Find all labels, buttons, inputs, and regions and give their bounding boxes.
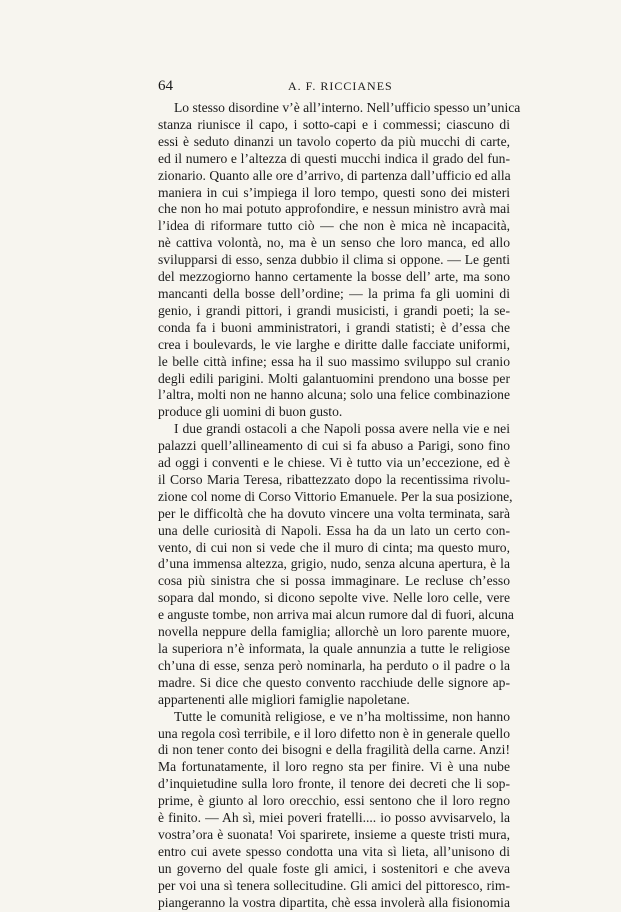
text-line: conda fa i buoni amministratori, i grandi statisti; è d’essa che [158,319,510,335]
page-header [158,77,498,95]
text-line: per le difficoltà che ha dovuto vincere una volta terminata, sarà [158,505,510,521]
running-head: A. F. RICCIANES [288,79,393,93]
text-line: madre. Si dice che questo convento racchiude delle signore ap- [158,674,510,690]
page-number: 64 [158,78,173,94]
text-line: Ma fortunatamente, il loro regno sta per finire. Vi è una nube [158,759,510,775]
text-line: zione col nome di Corso Vittorio Emanuele. Per la sua posizione, [158,488,513,504]
text-line: appartenenti alle migliori famiglie napoletane. [158,691,410,707]
text-line: d’inquietudine sulla loro fronte, il tenore dei decreti che li sop- [158,776,510,792]
text-line: una delle curiosità di Napoli. Essa ha da un lato un certo con- [158,522,510,538]
text-line: vostra’ora è suonata! Voi sparirete, insieme a queste tristi mura, [158,826,510,842]
text-line: zionario. Quanto alle ore d’arrivo, di partenza dall’ufficio ed alla [158,167,511,183]
text-line: un governo del quale foste gli amici, i sostenitori e che aveva [158,860,510,876]
text-line: Tutte le comunità religiose, e ve n’ha moltissime, non hanno [174,708,510,724]
text-line: sopara dal mondo, si dicono sepolte vive. Nelle loro celle, vere [158,590,510,606]
text-line: novella neppure della famiglia; allorchè un loro parente muore, [158,624,510,640]
text-line: palazzi quell’allineamento di cui si fa abuso a Parigi, sono fino [158,438,510,454]
text-line: nè cattiva volontà, no, ma è un senso che loro manca, ed allo [158,235,510,251]
text-line: d’una immensa altezza, grigio, nudo, senza alcuna apertura, è la [158,556,510,572]
text-line: del mezzogiorno hanno certamente la bosse dell’ arte, ma sono [158,269,510,285]
text-line: entro cui avete spesso condotta una vita sì lieta, all’unisono di [158,843,510,859]
text-line: l’idea di riformare tutto ciò — che non è mica nè incapacità, [158,218,510,234]
text-line: vento, di cui non si vede che il muro di cinta; ma questo muro, [158,539,510,555]
text-line: ad oggi i conventi e le chiese. Vi è tutto via un’eccezione, ed è [158,455,510,471]
text-line: svilupparsi di esso, senza dubbio il clima si oppone. — Le genti [158,252,510,268]
text-line: cosa più sinistra che si possa immaginare. Le recluse ch’esso [158,573,510,589]
text-line: prime, è giunto al loro orecchio, essi sentono che il loro regno [158,793,510,809]
text-line: essi è seduto dinanzi un tavolo coperto da più mucchi di carte, [158,133,510,149]
text-line: ch’una di esse, senza però nominarla, ha perduto o il padre o la [158,657,510,673]
text-line: degli edili parigini. Molti galantuomini prendono una bosse per [158,370,510,386]
text-line: genio, i grandi pittori, i grandi musicisti, i grandi poeti; la se- [158,302,510,318]
text-line: Lo stesso disordine v’è all’interno. Nell’ufficio spesso un’unica [174,100,521,115]
text-line: crea i boulevards, le vie larghe e diritte dalle facciate uniformi, [158,336,510,352]
text-line: che non ho mai potuto approfondire, e nessun ministro avrà mai [158,201,510,217]
text-line: I due grandi ostacoli a che Napoli possa avere nella vie e nei [174,421,510,437]
text-line: la superiora n’è informata, la quale annunzia a tutte le religiose [158,641,510,656]
text-line: piangeranno la vostra dipartita, chè essa involerà alla fisionomia [158,894,510,910]
text-line: il Corso Maria Teresa, ribattezzato dopo la recentissima rivolu- [158,471,510,487]
text-line: le belle città infine; essa ha il suo massimo sviluppo sul cranio [158,353,510,369]
text-line: e anguste tombe, non arriva mai alcun rumore dal di fuori, alcuna [158,607,514,623]
text-line: maniera in cui s’impiega il loro tempo, questi sono dei misteri [158,184,510,200]
text-line: una regola così terribile, e il loro difetto non è in generale quello [158,725,510,741]
body-text [158,100,521,912]
text-line: mancanti della bosse dell’ordine; — la prima fa gli uomini di [158,285,510,301]
text-line: l’altra, molti non ne hanno alcuna; solo una felice combinazione [158,387,510,403]
text-line: è finito. — Ah sì, miei poveri fratelli.... io posso avvisarvelo, la [158,810,510,826]
text-line: ed il numero e l’altezza di questi mucchi indica il grado del fun- [158,150,510,166]
text-line: di non tener conto dei bisogni e della fragilità della carne. Anzi! [158,742,510,758]
text-line: stanza riunisce il capo, i sotto-capi e i commessi; ciascuno di [158,116,510,132]
text-line: produce gli uomini di buon gusto. [158,404,343,420]
text-line: per voi una sì tenera sollecitudine. Gli amici del pittoresco, rim- [158,877,510,893]
